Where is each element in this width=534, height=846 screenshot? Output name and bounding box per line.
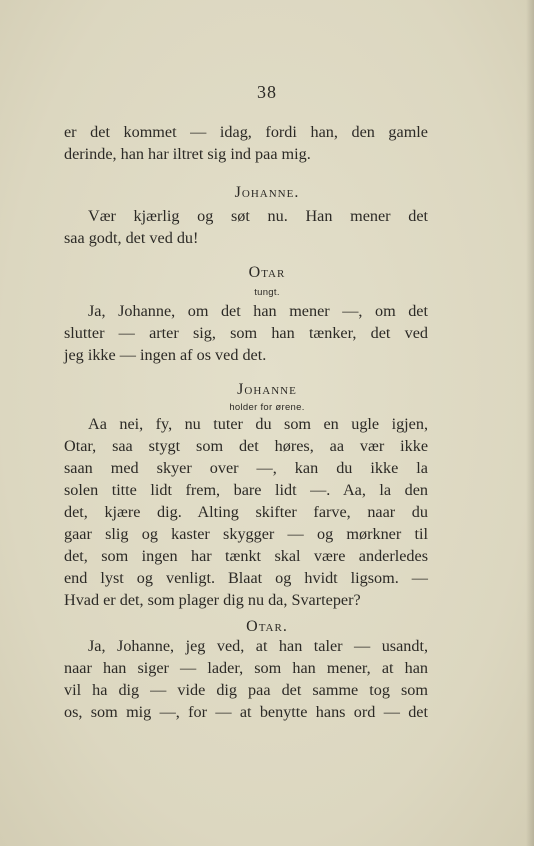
text-line: solen titte lidt frem, bare lidt —. Aa, la den	[64, 481, 428, 499]
speaker-name: Otar.	[246, 618, 288, 635]
text-line: Hvad er det, som plager dig nu da, Svarteper?	[64, 591, 361, 609]
text-line: derinde, han har iltret sig ind paa mig.	[64, 145, 311, 163]
text-line: det, som ingen har tænkt skal være anderledes	[64, 547, 428, 565]
stage-direction: tungt.	[254, 287, 280, 298]
text-line: Ja, Johanne, om det han mener —, om det	[88, 302, 428, 320]
text-line: end lyst og venligt. Blaat og hvidt ligsom. —	[64, 569, 428, 587]
text-line: gaar slig og kaster skygger — og mørkner til	[64, 525, 428, 543]
text-line: saan med skyer over —, kan du ikke la	[64, 459, 428, 477]
text-line: Vær kjærlig og søt nu. Han mener det	[88, 207, 428, 225]
speaker-name: Otar	[248, 264, 286, 281]
text-line: Ja, Johanne, jeg ved, at han taler — usandt,	[88, 637, 428, 655]
speech-johanne-2	[64, 413, 428, 611]
speech-johanne-1	[64, 205, 428, 249]
text-line: det, kjære dig. Alting skifter farve, naar du	[64, 503, 428, 521]
page-number: 38	[257, 82, 277, 102]
text-line: slutter — arter sig, som han tænker, det ved	[64, 324, 428, 342]
stage-direction: holder for ørene.	[229, 402, 305, 413]
text-line: Aa nei, fy, nu tuter du som en ugle igjen,	[88, 415, 428, 433]
speech-otar-2	[64, 635, 428, 723]
text-line: er det kommet — idag, fordi han, den gamle	[64, 123, 428, 141]
text-line: saa godt, det ved du!	[64, 229, 199, 247]
text-line: vil ha dig — vide dig paa det samme tog som	[64, 681, 428, 699]
speech-otar-1	[64, 300, 428, 366]
text-line: Otar, saa stygt som det høres, aa vær ikke	[64, 437, 428, 455]
text-line: os, som mig —, for — at benytte hans ord — det	[64, 703, 428, 721]
text-line: jeg ikke — ingen af os ved det.	[64, 346, 267, 364]
paragraph-continuation	[64, 121, 428, 165]
page-edge	[526, 0, 534, 846]
text-line: naar han siger — lader, som han mener, at han	[64, 659, 428, 677]
speaker-name: Johanne.	[234, 184, 300, 201]
speaker-name: Johanne	[237, 381, 297, 398]
